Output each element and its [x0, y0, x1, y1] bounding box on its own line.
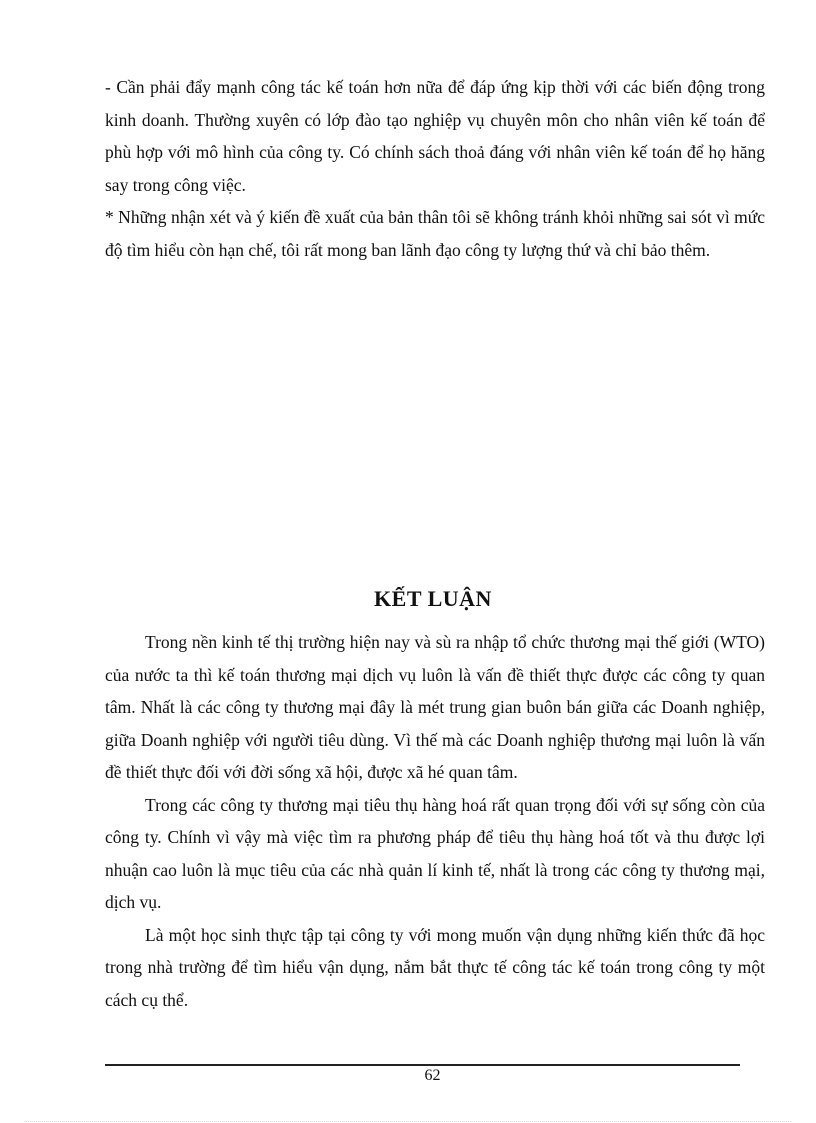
closing-remark-paragraph: * Những nhận xét và ý kiến đề xuất của bản thân tôi sẽ không tránh khỏi những sai sót vì mức độ tìm hiểu còn hạn chế, tôi rất mong ban lãnh đạo công ty lượng thứ và chỉ bảo thêm. [105, 207, 765, 260]
footer-divider [105, 1064, 740, 1066]
page-bottom-border [25, 1121, 791, 1122]
page-number: 62 [424, 1067, 441, 1084]
conclusion-paragraph-1: Trong nền kinh tế thị trường hiện nay và sù ra nhập tổ chức thương mại thế giới (WTO) của nước ta thì kế toán thương mại dịch vụ luôn là vấn đề thiết thực được các công ty quan tâm. Nhất là các công ty thương mại đây là mét trung gian buôn bán giữa các Doanh nghiệp, giữa Doanh nghiệp với người tiêu dùng. Vì thế mà các Doanh nghiệp thương mại luôn là vấn đề thiết thực đối với đời sống xã hội, được xã hé quan tâm. [105, 632, 765, 782]
conclusion-heading: KẾT LUẬN [374, 586, 492, 611]
conclusion-paragraph-3: Là một học sinh thực tập tại công ty với mong muốn vận dụng những kiến thức đã học trong nhà trường để tìm hiểu vận dụng, nắm bắt thực tế công tác kế toán trong công ty một cách cụ thể. [105, 924, 765, 1010]
conclusion-paragraph-2: Trong các công ty thương mại tiêu thụ hàng hoá rất quan trọng đối với sự sống còn của công ty. Chính vì vậy mà việc tìm ra phương pháp để tiêu thụ hàng hoá tốt và thu được lợi nhuận cao luôn là mục tiêu của các nhà quản lí kinh tế, nhất là trong các công ty thương mại, dịch vụ. [105, 794, 765, 912]
recommendations-section [105, 71, 765, 266]
conclusion-section [105, 626, 765, 1016]
recommendation-paragraph: - Cần phải đẩy mạnh công tác kế toán hơn nữa để đáp ứng kịp thời với các biến động trong kinh doanh. Thường xuyên có lớp đào tạo nghiệp vụ chuyên môn cho nhân viên kế toán để phù hợp với mô hình của công ty. Có chính sách thoả đáng với nhân viên kế toán để họ hăng say trong công việc. [105, 77, 765, 195]
